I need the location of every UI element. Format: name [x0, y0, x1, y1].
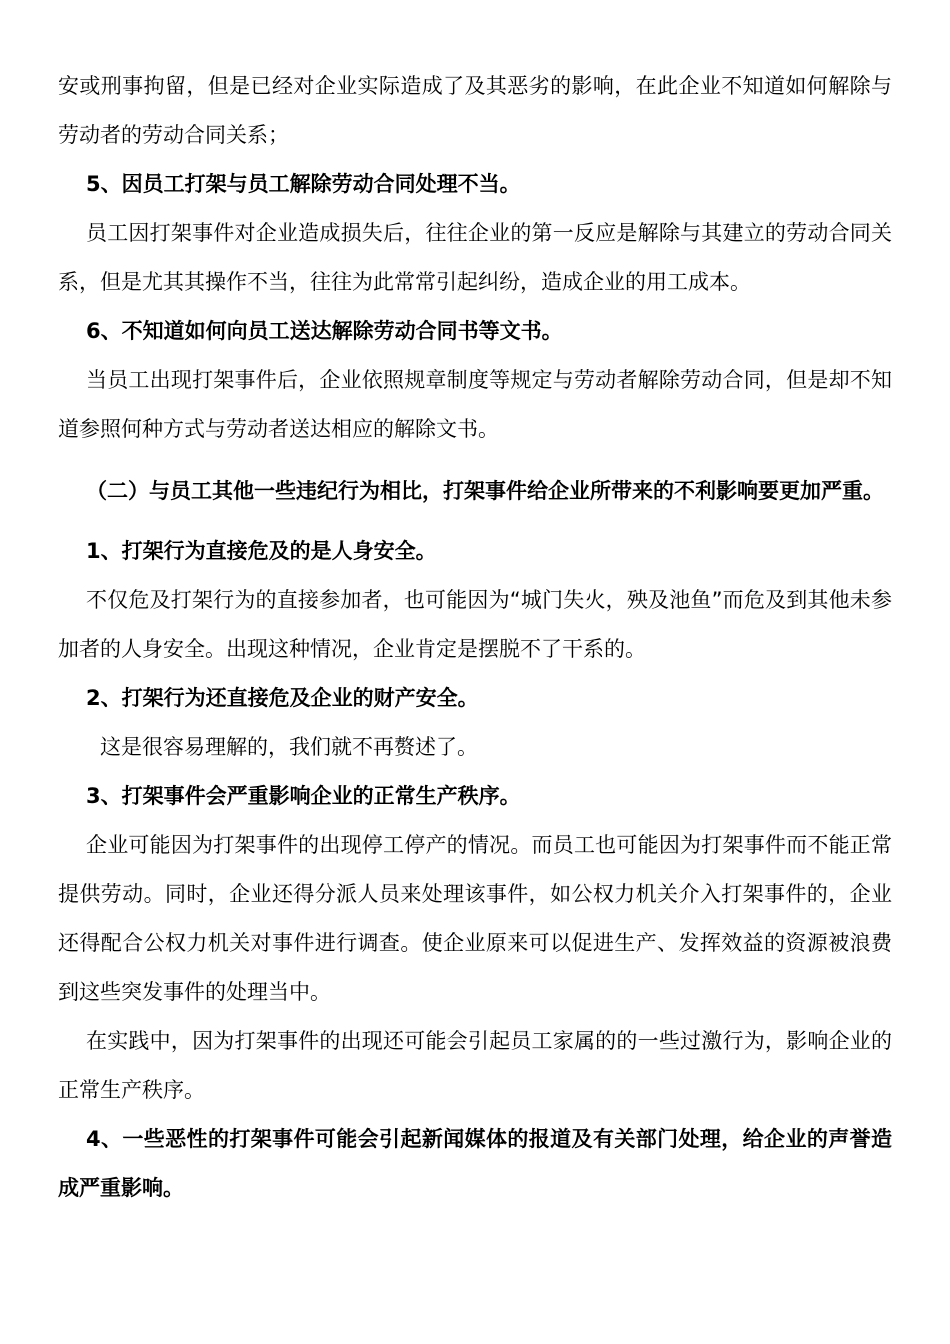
heading-point-3: 3、打架事件会严重影响企业的正常生产秩序。: [86, 784, 521, 808]
heading-point-4: 4、一些恶性的打架事件可能会引起新闻媒体的报道及有关部门处理，给企业的声誉造成严重影响。: [58, 1127, 892, 1200]
heading-point-1: 1、打架行为直接危及的是人身安全。: [86, 539, 437, 563]
heading-point-2: 2、打架行为还直接危及企业的财产安全。: [86, 686, 479, 710]
paragraph-point-1: 不仅危及打架行为的直接参加者，也可能因为“城门失火，殃及池鱼”而危及到其他未参加者的人身安全。出现这种情况，企业肯定是摆脱不了干系的。: [58, 588, 892, 661]
paragraph-point-2: 这是很容易理解的，我们就不再赘述了。: [100, 735, 478, 759]
paragraph-item-5: 员工因打架事件对企业造成损失后，往往企业的第一反应是解除与其建立的劳动合同关系，但是尤其其操作不当，往往为此常常引起纠纷，造成企业的用工成本。: [58, 221, 892, 294]
document-page: [58, 62, 892, 1213]
section-heading-2: （二）与员工其他一些违纪行为相比，打架事件给企业所带来的不利影响要更加严重。: [86, 479, 884, 503]
paragraph-continued: 安或刑事拘留，但是已经对企业实际造成了及其恶劣的影响，在此企业不知道如何解除与劳动者的劳动合同关系；: [58, 74, 892, 147]
paragraph-point-3b: 在实践中，因为打架事件的出现还可能会引起员工家属的的一些过激行为，影响企业的正常生产秩序。: [58, 1029, 892, 1102]
heading-item-6: 6、不知道如何向员工送达解除劳动合同书等文书。: [86, 319, 563, 343]
paragraph-point-3a: 企业可能因为打架事件的出现停工停产的情况。而员工也可能因为打架事件而不能正常提供劳动。同时，企业还得分派人员来处理该事件，如公权力机关介入打架事件的，企业还得配合公权力机关对事件进行调查。使企业原来可以促进生产、发挥效益的资源被浪费到这些突发事件的处理当中。: [58, 833, 892, 1004]
heading-item-5: 5、因员工打架与员工解除劳动合同处理不当。: [86, 172, 521, 196]
paragraph-item-6: 当员工出现打架事件后，企业依照规章制度等规定与劳动者解除劳动合同，但是却不知道参照何种方式与劳动者送达相应的解除文书。: [58, 368, 892, 441]
